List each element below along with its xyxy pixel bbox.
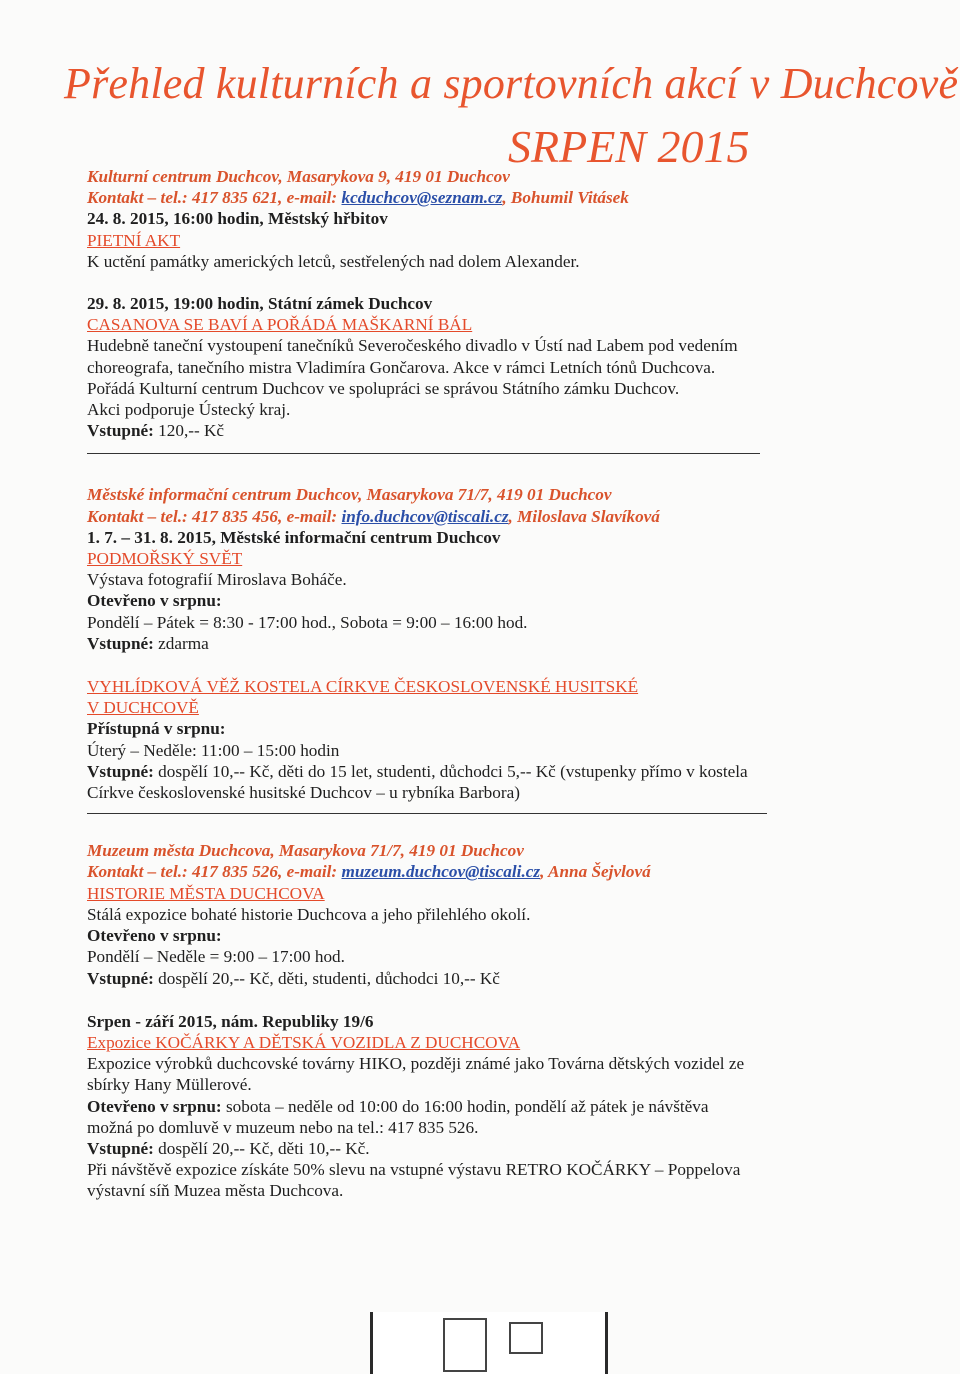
- kc-email-link[interactable]: kcduchcov@seznam.cz: [341, 188, 503, 208]
- section-divider: [87, 453, 760, 454]
- mic-event1-open-value: Pondělí – Pátek = 8:30 - 17:00 hod., Sobota = 9:00 – 16:00 hod.: [87, 612, 528, 632]
- footer-image-frame: [443, 1318, 487, 1372]
- muzeum-event1-fee-label: Vstupné:: [87, 968, 154, 988]
- kc-event2-when: 29. 8. 2015, 19:00 hodin, Státní zámek Duchcov: [87, 294, 433, 314]
- month-title: SRPEN 2015: [508, 121, 750, 172]
- mic-event1-fee-value: zdarma: [153, 633, 209, 653]
- muzeum-event2-desc1: Expozice výrobků duchcovské továrny HIKO, později známé jako Továrna dětských vozidel ze: [87, 1054, 745, 1074]
- muzeum-event1-open-value: Pondělí – Neděle = 9:00 – 17:00 hod.: [87, 947, 345, 967]
- kc-event2-fee-label: Vstupné:: [87, 421, 154, 441]
- scanned-footer-image: [370, 1312, 608, 1374]
- kc-org: Kulturní centrum Duchcov, Masarykova 9, 419 01 Duchcov: [87, 167, 510, 186]
- muzeum-event1-desc: Stálá expozice bohaté historie Duchcova a jeho přilehlého okolí.: [87, 904, 531, 924]
- muzeum-event2-note1: Při návštěvě expozice získáte 50% slevu na vstupné výstavu RETRO KOČÁRKY – Poppelova: [87, 1160, 741, 1180]
- mic-event1-open-label: Otevřeno v srpnu:: [87, 591, 222, 611]
- mic-event2-fee-value2: Církve československé husitské Duchcov – u rybníka Barbora): [87, 783, 520, 803]
- kc-event2-desc2: choreografa, tanečního mistra Vladimíra Gončarova. Akce v rámci Letních tónů Duchcova.: [87, 357, 716, 377]
- mic-contact: [87, 506, 887, 527]
- page-title: Přehled kulturních a sportovních akcí v Duchcově: [64, 59, 959, 108]
- muzeum-contact-suffix: , Anna Šejvlová: [540, 862, 651, 882]
- kc-event2-name: CASANOVA SE BAVÍ A POŘÁDÁ MAŠKARNÍ BÁL: [87, 315, 473, 335]
- muzeum-event1-fee-value: dospělí 20,-- Kč, děti, studenti, důchodci 10,-- Kč: [153, 968, 500, 988]
- kc-event2-desc4: Akci podporuje Ústecký kraj.: [87, 400, 291, 420]
- muzeum-contact-prefix: Kontakt – tel.: 417 835 526, e-mail:: [87, 862, 342, 882]
- mic-event2-name1: VYHLÍDKOVÁ VĚŽ KOSTELA CÍRKVE ČESKOSLOVENSKÉ HUSITSKÉ: [87, 677, 639, 697]
- muzeum-email-link[interactable]: muzeum.duchcov@tiscali.cz: [341, 862, 541, 882]
- kc-event1-name: PIETNÍ AKT: [87, 230, 181, 250]
- muzeum-event2-desc2: sbírky Hany Müllerové.: [87, 1075, 252, 1095]
- muzeum-event2-open-value1: sobota – neděle od 10:00 do 16:00 hodin, pondělí až pátek je návštěva: [221, 1096, 709, 1116]
- muzeum-event2-open-label: Otevřeno v srpnu:: [87, 1096, 222, 1116]
- muzeum-event2-open-value2: možná po domluvě v muzeum nebo na tel.: 417 835 526.: [87, 1117, 479, 1137]
- mic-event2-open-label: Přístupná v srpnu:: [87, 719, 226, 739]
- kc-contact-suffix: , Bohumil Vitásek: [502, 188, 629, 208]
- kc-contact-prefix: Kontakt – tel.: 417 835 621, e-mail:: [87, 188, 342, 208]
- muzeum-event2-note2: výstavní síň Muzea města Duchcova.: [87, 1181, 344, 1201]
- kc-event2-desc3: Pořádá Kulturní centrum Duchcov ve spolupráci se správou Státního zámku Duchcov.: [87, 378, 680, 398]
- kc-event2-desc1: Hudebně taneční vystoupení tanečníků Severočeského divadlo v Ústí nad Labem pod vedením: [87, 336, 738, 356]
- section-divider: [87, 813, 767, 814]
- kc-event1-desc: K uctění památky amerických letců, sestřelených nad dolem Alexander.: [87, 251, 580, 271]
- mic-event2-fee-value1: dospělí 10,-- Kč, děti do 15 let, studenti, důchodci 5,-- Kč (vstupenky přímo v kostela: [153, 761, 748, 781]
- mic-event1-name: PODMOŘSKÝ SVĚT: [87, 549, 243, 569]
- kc-contact: [87, 187, 887, 208]
- mic-event2-name2: V DUCHCOVĚ: [87, 698, 199, 718]
- kc-event2-fee-value: 120,-- Kč: [153, 421, 225, 441]
- mic-email-link[interactable]: info.duchcov@tiscali.cz: [341, 506, 509, 526]
- mic-contact-suffix: , Miloslava Slavíková: [508, 506, 660, 526]
- muzeum-event2-when: Srpen - září 2015, nám. Republiky 19/6: [87, 1011, 374, 1031]
- muzeum-contact: [87, 861, 887, 882]
- muzeum-event2-name: Expozice KOČÁRKY A DĚTSKÁ VOZIDLA Z DUCHCOVA: [87, 1032, 521, 1052]
- muzeum-event2-fee-label: Vstupné:: [87, 1138, 154, 1158]
- muzeum-event1-name: HISTORIE MĚSTA DUCHCOVA: [87, 883, 325, 903]
- mic-event1-fee-label: Vstupné:: [87, 633, 154, 653]
- mic-contact-prefix: Kontakt – tel.: 417 835 456, e-mail:: [87, 506, 342, 526]
- document-content: [87, 166, 887, 1202]
- muzeum-event2-fee-value: dospělí 20,-- Kč, děti 10,-- Kč.: [153, 1138, 370, 1158]
- kc-event2-fee: [87, 420, 887, 441]
- footer-image-frame: [509, 1322, 543, 1354]
- muzeum-event1-open-label: Otevřeno v srpnu:: [87, 926, 222, 946]
- kc-event1-when: 24. 8. 2015, 16:00 hodin, Městský hřbitov: [87, 209, 388, 229]
- mic-event2-fee-label: Vstupné:: [87, 761, 154, 781]
- mic-event1-when: 1. 7. – 31. 8. 2015, Městské informační centrum Duchcov: [87, 527, 501, 547]
- mic-org: Městské informační centrum Duchcov, Masarykova 71/7, 419 01 Duchcov: [87, 485, 612, 505]
- mic-event2-open-value: Úterý – Neděle: 11:00 – 15:00 hodin: [87, 740, 340, 760]
- mic-event1-desc: Výstava fotografií Miroslava Boháče.: [87, 570, 347, 590]
- muzeum-org: Muzeum města Duchcova, Masarykova 71/7, 419 01 Duchcov: [87, 841, 524, 861]
